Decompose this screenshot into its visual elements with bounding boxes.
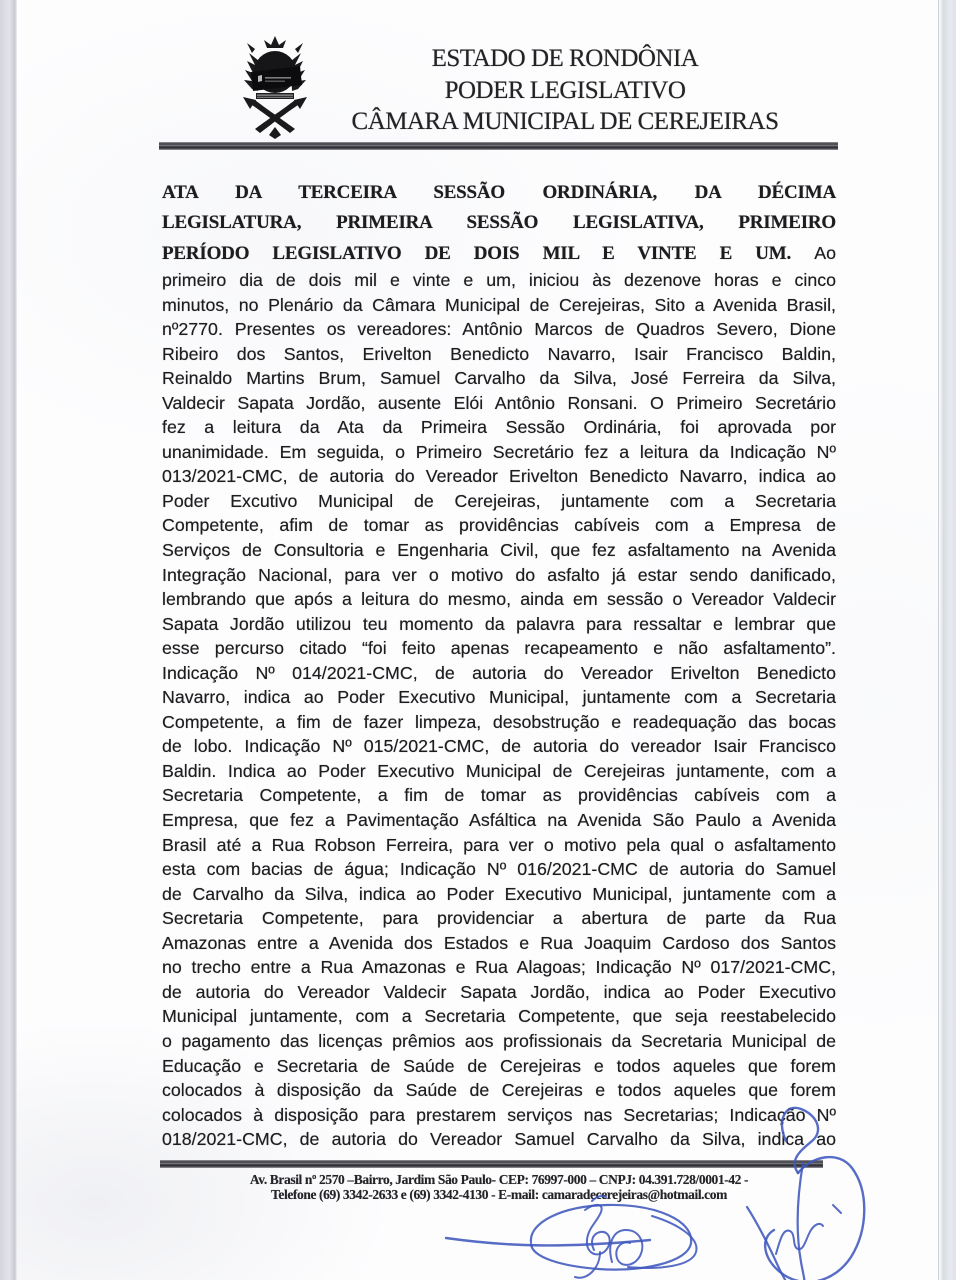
org-line-branch: PODER LEGISLATIVO [444,76,686,104]
document-body-line: primeiro dia de dois mil e vinte e um, iniciou às dezenove horas e cinco [162,270,836,290]
document-body-line: Empresa, que fez a Pavimentação Asfáltica na Avenida São Paulo a Avenida [162,810,836,831]
document-body-line: 018/2021-CMC, de autoria do Vereador Samuel Carvalho da Silva, indica ao [162,1129,836,1150]
document-body-line: Secretaria Competente, a fim de tomar as providências cabíveis com a [162,785,836,806]
document-title-line [162,238,836,268]
document-body-line: de lobo. Indicação Nº 015/2021-CMC, de autoria do vereador Isair Francisco [162,736,836,757]
footer-separator-rule [160,1160,823,1168]
document-title-tail: Ao [814,243,836,263]
org-line-state: ESTADO DE RONDÔNIA [431,45,699,72]
document-body-line: Educação e Secretaria de Saúde de Cerejeiras e todos aqueles que forem [162,1055,836,1076]
signature-scribble-center [446,1196,696,1278]
document-body-line: Valdecir Sapata Jordão, ausente Elói Antônio Ronsani. O Primeiro Secretário [162,392,836,413]
document-title-segment: PERÍODO LEGISLATIVO DE DOIS MIL E VINTE E UM. [162,243,792,264]
document-body-line: Amazonas entre a Avenida dos Estados e Rua Joaquim Cardoso dos Santos [162,932,836,953]
document-body-line: Ribeiro dos Santos, Erivelton Benedicto Navarro, Isair Francisco Baldin, [162,343,836,364]
document-body-line: esse percurso citado “foi feito apenas recapeamento e não asfaltamento”. [162,638,836,659]
footer-contact-line: Telefone (69) 3342-2633 e (69) 3342-4130 - E-mail: camaradecerejeiras@hotmail.com [271,1186,727,1202]
document-body-line: fez a leitura da Ata da Primeira Sessão Ordinária, foi aprovada por [162,417,836,438]
document-body-line: o pagamento das licenças prêmios aos profissionais da Secretaria Municipal de [162,1030,836,1051]
document-body-line: no trecho entre a Rua Amazonas e Rua Alagoas; Indicação Nº 017/2021-CMC, [162,957,836,978]
footer-address-line: Av. Brasil nº 2570 –Bairro, Jardim São Paulo- CEP: 76997-000 – CNPJ: 04.391.728/0001-42 - [249,1172,749,1187]
document-body-line: de autoria do Vereador Valdecir Sapata Jordão, indica ao Poder Executivo [162,981,836,1002]
header-separator-rule [159,142,838,150]
document-body-line: esta com bacias de água; Indicação Nº 016/2021-CMC de autoria do Samuel [162,859,836,880]
paper-edge-right [938,0,956,1280]
document-body-line: Brasil até a Rua Robson Ferreira, para ver o motivo pela qual o asfaltamento [162,834,836,855]
document-body-line: Serviços de Consultoria e Engenharia Civil, que fez asfaltamento na Avenida [162,540,836,561]
document-body-line: Secretaria Competente, para providenciar a abertura de parte da Rua [162,908,836,929]
document-body-line: unanimidade. Em seguida, o Primeiro Secretário fez a leitura da Indicação Nº [162,441,836,462]
document-body-line: Competente, a fim de fazer limpeza, desobstrução e readequação das bocas [162,711,836,732]
document-body-line: lembrando que após a leitura do mesmo, ainda em sessão o Vereador Valdecir [162,589,836,610]
document-body-line: Baldin. Indica ao Poder Executivo Municipal de Cerejeiras juntamente, com a [162,760,836,781]
footer-block [162,1173,836,1202]
document-body-line: de Carvalho da Silva, indica ao Poder Executivo Municipal, juntamente com a [162,883,836,904]
document-title-line: ATA DA TERCEIRA SESSÃO ORDINÁRIA, DA DÉCIMA [162,182,836,203]
document-text-block [162,178,836,1152]
document-body-line: Sapata Jordão utilizou teu momento da palavra para ressaltar e lembrar que [162,613,836,634]
letterhead [300,43,830,138]
document-title-line: LEGISLATURA, PRIMEIRA SESSÃO LEGISLATIVA, PRIMEIRO [162,212,836,233]
paper-edge-left [0,0,17,1280]
document-body-line: Poder Excutivo Municipal de Cerejeiras, juntamente com a Secretaria [162,490,836,511]
document-body-line: 013/2021-CMC, de autoria do Vereador Erivelton Benedicto Navarro, indica ao [162,466,836,487]
document-body-line: Competente, afim de tomar as providências cabíveis com a Empresa de [162,515,836,536]
document-body-line: Navarro, indica ao Poder Executivo Municipal, juntamente com a Secretaria [162,687,836,708]
document-body-line: nº2770. Presentes os vereadores: Antônio Marcos de Quadros Severo, Dione [162,319,836,340]
document-body-line: colocados à disposição da Saúde de Cerejeiras e todos aqueles que forem [162,1080,836,1101]
document-body-line: colocados à disposição para prestarem serviços nas Secretarias; Indicação Nº [162,1104,836,1125]
document-body-line: Indicação Nº 014/2021-CMC, de autoria do Vereador Erivelton Benedicto [162,662,836,683]
document-body-line: Municipal juntamente, com a Secretaria Competente, que seja reestabelecido [162,1006,836,1027]
org-line-chamber: CÂMARA MUNICIPAL DE CEREJEIRAS [351,108,779,135]
document-body-line: minutos, no Plenário da Câmara Municipal de Cerejeiras, Sito a Avenida Brasil, [162,294,836,315]
document-body-line: Reinaldo Martins Brum, Samuel Carvalho da Silva, José Ferreira da Silva, [162,368,836,389]
document-body-line: Integração Nacional, para ver o motivo do asfalto já estar sendo danificado, [162,564,836,585]
